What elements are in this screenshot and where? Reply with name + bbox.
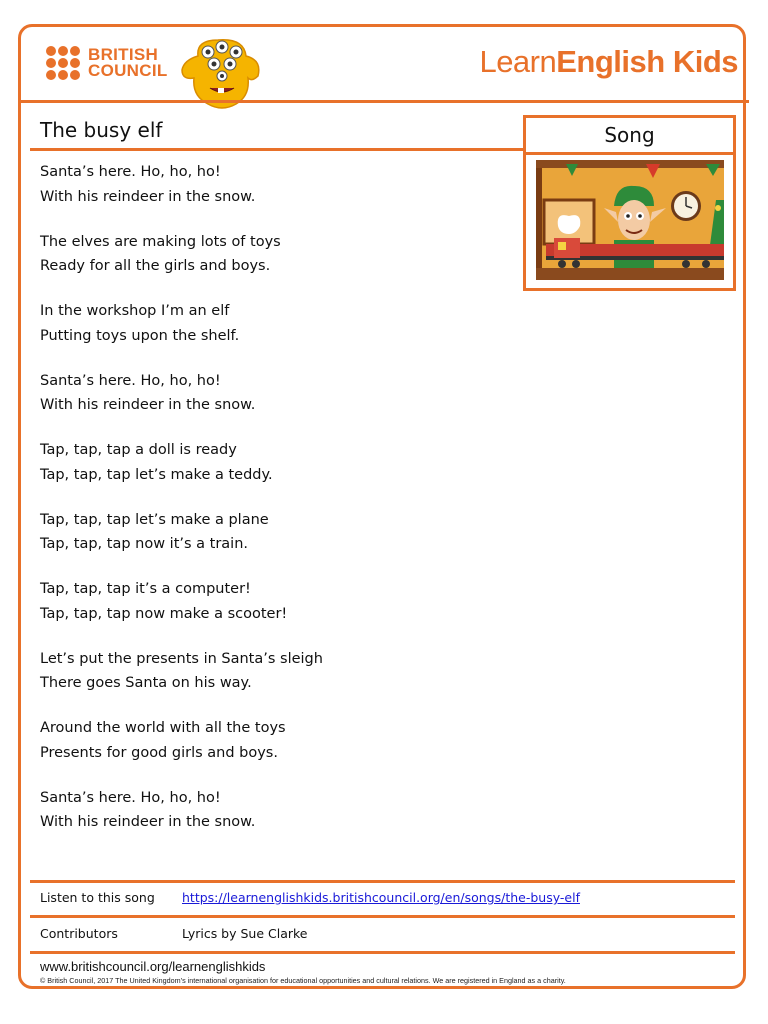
lyric-line: In the workshop I’m an elf — [40, 303, 230, 319]
stanza — [40, 508, 323, 557]
stanza — [40, 160, 323, 209]
british-council-line1: BRITISH — [88, 45, 159, 64]
page-title: The busy elf — [40, 118, 163, 142]
lyric-line: Around the world with all the toys — [40, 720, 286, 736]
monster-mascot-icon — [178, 36, 266, 110]
british-council-logo — [46, 46, 168, 80]
lyric-line: Tap, tap, tap let’s make a teddy. — [40, 466, 273, 483]
learnenglish-kids-logo — [479, 44, 738, 80]
lyric-line: Tap, tap, tap now it’s a train. — [40, 536, 249, 552]
stanza — [40, 438, 323, 487]
british-council-line2: COUNCIL — [88, 61, 168, 80]
stanza — [40, 786, 323, 835]
listen-link[interactable]: https://learnenglishkids.britishcouncil.org/en/songs/the-busy-elf — [182, 890, 580, 905]
lyric-line: With his reindeer in the snow. — [40, 814, 256, 830]
british-council-dots-icon — [46, 46, 80, 80]
header-divider — [18, 100, 749, 103]
brand-english: English — [556, 44, 665, 79]
footer-divider-bottom — [30, 951, 735, 954]
lyric-line: Ready for all the girls and boys. — [40, 258, 271, 274]
lyrics — [40, 160, 323, 855]
song-box-divider — [526, 152, 733, 155]
title-underline — [30, 148, 524, 151]
lyric-line: Tap, tap, tap a doll is ready — [40, 442, 237, 458]
stanza — [40, 230, 323, 279]
lyric-line: Presents for good girls and boys. — [40, 744, 278, 761]
lyric-line: Santa’s here. Ho, ho, ho! — [40, 372, 221, 389]
stanza — [40, 577, 323, 626]
lyric-line: There goes Santa on his way. — [40, 675, 252, 691]
listen-label: Listen to this song — [40, 890, 155, 905]
footer-divider-middle — [30, 915, 735, 918]
contributors-value: Lyrics by Sue Clarke — [182, 926, 308, 941]
brand-kids: Kids — [664, 44, 738, 79]
lyric-line: Santa’s here. Ho, ho, ho! — [40, 164, 221, 180]
lyric-line: The elves are making lots of toys — [40, 233, 281, 250]
lyric-line: Santa’s here. Ho, ho, ho! — [40, 789, 221, 806]
copyright-notice: © British Council, 2017 The United Kingdom’s international organisation for educational opportunities and cultural relations. We are registered in England as a charity. — [40, 976, 566, 985]
site-url: www.britishcouncil.org/learnenglishkids — [40, 959, 266, 974]
lyric-line: With his reindeer in the snow. — [40, 188, 256, 205]
contributors-label: Contributors — [40, 926, 118, 941]
lyric-line: Tap, tap, tap now make a scooter! — [40, 605, 288, 622]
stanza — [40, 647, 323, 696]
brand-learn: Learn — [479, 44, 557, 79]
song-label: Song — [604, 123, 655, 147]
lyric-line: Let’s put the presents in Santa’s sleigh — [40, 650, 323, 667]
stanza — [40, 299, 323, 348]
lyric-line: With his reindeer in the snow. — [40, 397, 256, 413]
elf-illustration — [536, 160, 724, 280]
stanza — [40, 369, 323, 418]
lyric-line: Tap, tap, tap let’s make a plane — [40, 511, 269, 528]
lyric-line: Putting toys upon the shelf. — [40, 327, 240, 344]
stanza — [40, 716, 323, 765]
song-box — [523, 115, 736, 291]
lyric-line: Tap, tap, tap it’s a computer! — [40, 581, 251, 597]
footer-divider-top — [30, 880, 735, 883]
